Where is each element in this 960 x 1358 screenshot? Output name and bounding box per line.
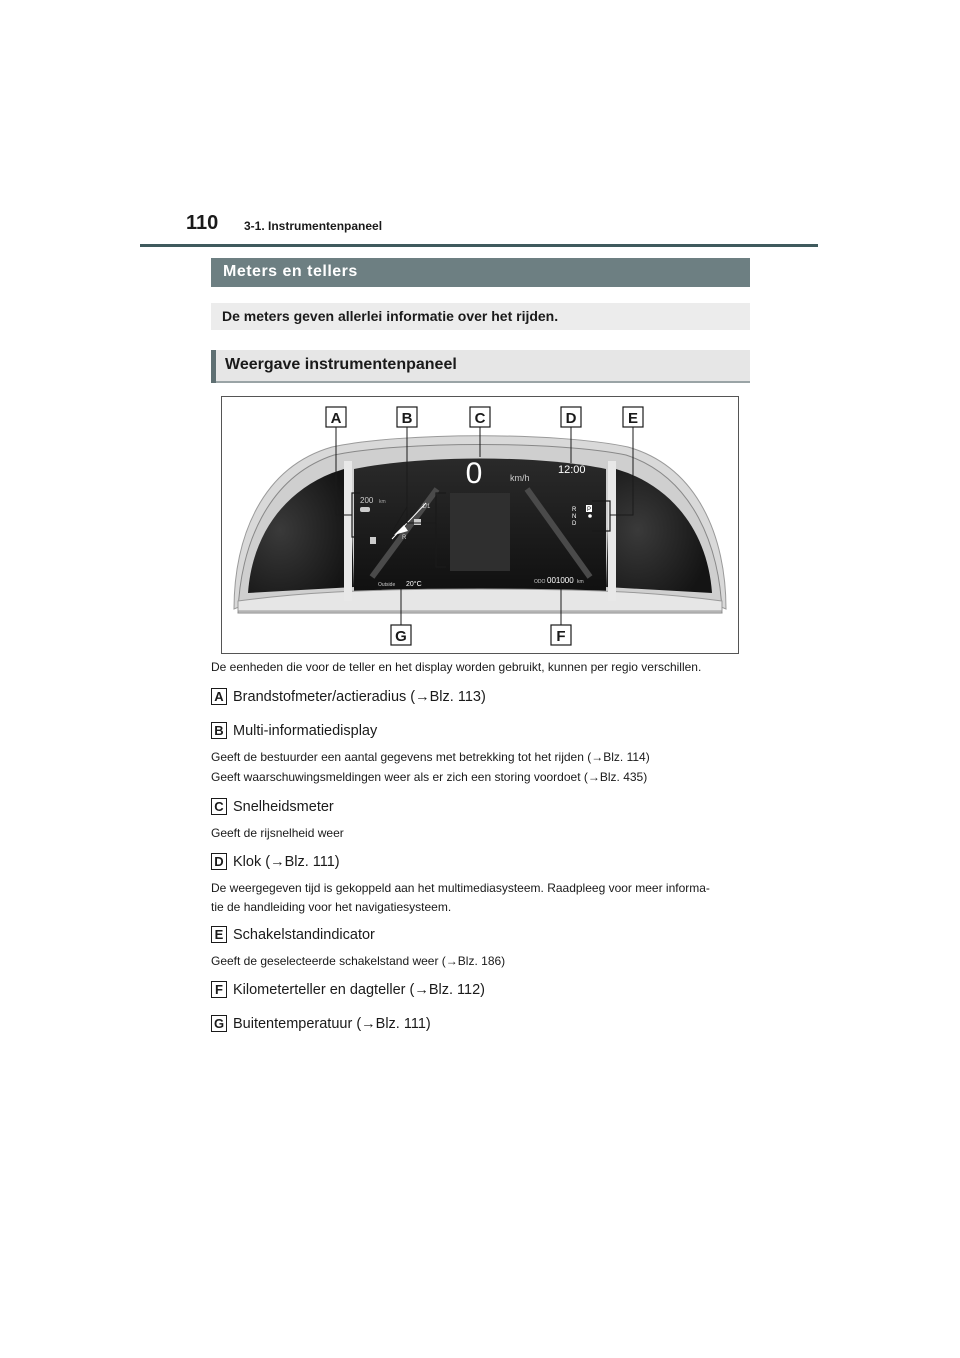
item-d-letter: D: [211, 853, 227, 870]
odo-value: 001000: [547, 576, 574, 585]
callout-d: D: [565, 410, 577, 427]
intro-text: De meters geven allerlei informatie over het rijden.: [222, 308, 559, 324]
item-b-desc-2: Geeft waarschuwingsmeldingen weer als er zich een storing voordoet (→Blz. 435): [211, 770, 648, 784]
gear-r: R: [572, 507, 577, 513]
gear-n: N: [572, 514, 577, 520]
callout-e: E: [627, 410, 639, 427]
trip-fraction: 1/1: [422, 504, 431, 510]
item-e-letter: E: [211, 926, 227, 943]
header-rule: [140, 244, 818, 247]
section-title: 3-1. Instrumentenpaneel: [244, 219, 383, 233]
speed-value: 0: [465, 457, 483, 490]
left-pillar: [344, 461, 352, 601]
callout-b: B: [401, 410, 413, 427]
range-unit: km: [379, 499, 386, 505]
item-g-letter: G: [211, 1015, 227, 1032]
item-f-letter: F: [211, 981, 227, 998]
odo-label: ODO: [534, 579, 546, 585]
center-info-panel: [450, 493, 510, 571]
outside-label: Outside: [378, 582, 396, 588]
item-f-title: Kilometerteller en dagteller (→Blz. 112): [233, 982, 485, 998]
item-b-desc-1: Geeft de bestuurder een aantal gegevens met betrekking tot het rijden (→Blz. 114): [211, 750, 650, 764]
item-c-letter: C: [211, 798, 227, 815]
intro-box: [211, 303, 750, 330]
gear-d: D: [572, 521, 577, 527]
outside-temp: 20°C: [406, 581, 422, 588]
figure-caption: De eenheden die voor de teller en het display worden gebruikt, kunnen per regio verschillen.: [211, 660, 702, 674]
subheading-stripe: [211, 350, 216, 383]
item-c-title: Snelheidsmeter: [233, 799, 334, 815]
item-a-title: Brandstofmeter/actieradius (→Blz. 113): [233, 689, 486, 705]
gauge-letter: R: [402, 535, 407, 541]
callout-c: C: [474, 410, 486, 427]
item-c-desc-1: Geeft de rijsnelheid weer: [211, 826, 344, 840]
section-bar-title: Meters en tellers: [223, 263, 358, 280]
subheading-text: Weergave instrumentenpaneel: [225, 356, 457, 373]
mid-icon: [414, 519, 421, 525]
item-e-desc-1: Geeft de geselecteerde schakelstand weer (→Blz. 186): [211, 954, 506, 968]
section-bar: [211, 258, 750, 287]
park-letter: P: [587, 507, 592, 513]
callout-g: G: [395, 628, 407, 645]
item-e-title: Schakelstandindicator: [233, 927, 375, 943]
instrument-cluster-illustration: [222, 397, 738, 653]
speed-unit: km/h: [510, 473, 530, 483]
item-b-title: Multi-informatiedisplay: [233, 723, 378, 739]
item-d-desc-1: De weergegeven tijd is gekoppeld aan het multimediasysteem. Raadpleeg voor meer informa-: [211, 881, 710, 895]
callout-a: A: [330, 410, 342, 427]
fuel-icon: [370, 537, 376, 544]
item-a-letter: A: [211, 688, 227, 705]
page-number: 110: [186, 212, 219, 234]
item-d-title: Klok (→Blz. 111): [233, 854, 340, 870]
subheading-bar: [211, 350, 750, 383]
clock-display: 12:00: [558, 464, 586, 476]
odo-unit: km: [577, 579, 584, 585]
item-b-letter: B: [211, 722, 227, 739]
instrument-panel-figure: [221, 396, 739, 654]
gear-dot: [588, 514, 592, 518]
range-value: 200: [360, 496, 374, 505]
item-d-desc-2: tie de handleiding voor het navigatiesysteem.: [211, 900, 452, 914]
callout-f: F: [556, 628, 566, 645]
car-icon: [360, 507, 370, 512]
item-g-title: Buitentemperatuur (→Blz. 111): [233, 1016, 431, 1032]
